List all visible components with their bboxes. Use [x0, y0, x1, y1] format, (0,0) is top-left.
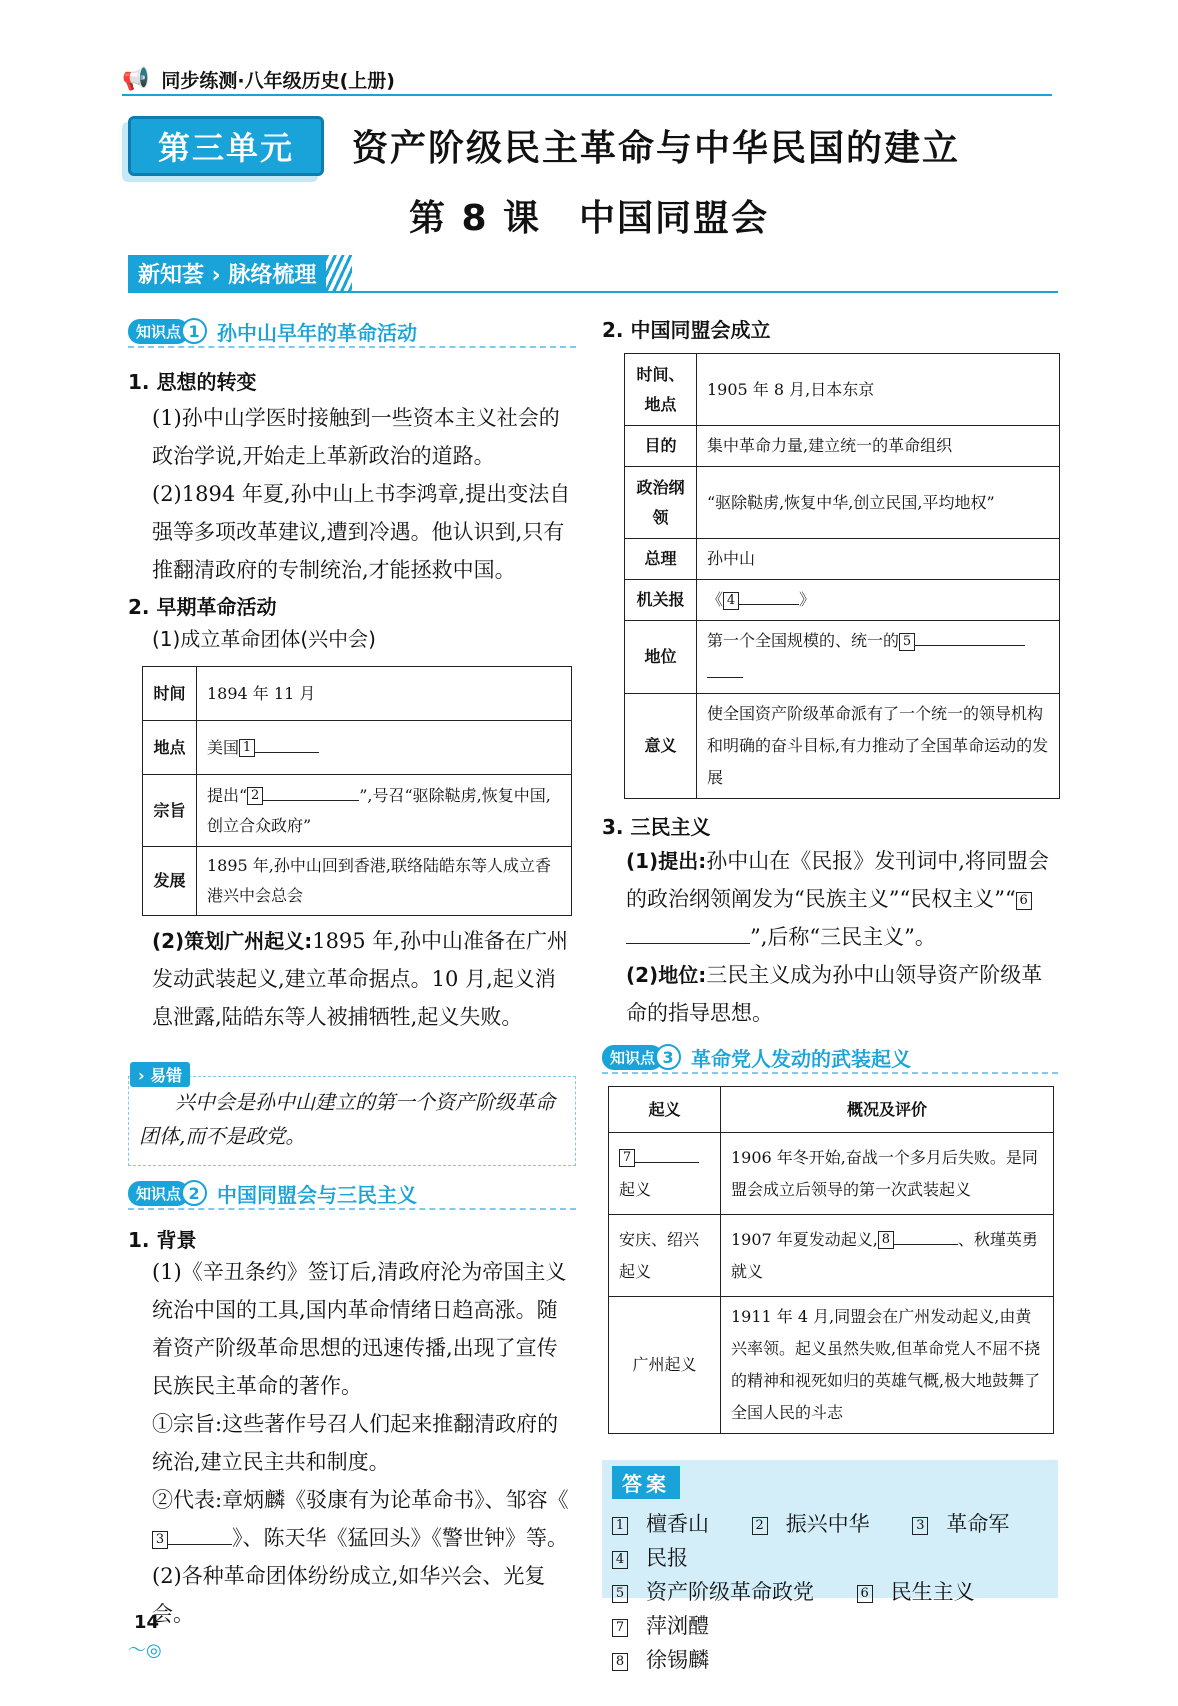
answers-tag: 答案: [612, 1466, 680, 1499]
table-row: [625, 621, 1060, 694]
cell-value: 1905 年 8 月,日本东京: [697, 354, 1060, 426]
cell-text: 《: [707, 590, 724, 609]
note-box: [128, 1076, 576, 1166]
answer-number: 4: [612, 1551, 628, 1569]
kp2-heading: [128, 1178, 576, 1210]
cell-text: 第一个全国规模的、统一的: [707, 631, 900, 650]
kp3-title: 革命党人发动的武装起义: [691, 1046, 912, 1071]
blank-number: 2: [247, 787, 263, 805]
blank-number: 6: [1016, 892, 1032, 910]
cell-value: [197, 721, 572, 775]
tongmenghui-table: [624, 353, 1060, 799]
cell-text: 提出“: [207, 785, 248, 805]
cell-value: [197, 775, 572, 847]
blank-number: 4: [723, 592, 739, 610]
right-column: [602, 314, 1058, 1434]
table-row: [609, 1133, 1054, 1215]
kp1-h1: 1. 思想的转变: [128, 370, 257, 394]
answer-item: [912, 1512, 1027, 1536]
table-row: [625, 539, 1060, 580]
cell-key: 政治纲领: [625, 467, 697, 539]
blank-line: [635, 1143, 699, 1163]
cell-value: 1906 年冬开始,奋战一个多月后失败。是同盟会成立后领导的第一次武装起义: [721, 1133, 1054, 1215]
table-row: [625, 580, 1060, 621]
answer-item: [612, 1512, 727, 1536]
blank-number: 8: [878, 1231, 894, 1249]
kp1-p1: (1)孙中山学医时接触到一些资本主义社会的政治学说,开始走上革新政治的道路。: [152, 406, 560, 468]
answer-text: 革命军: [946, 1512, 1010, 1536]
cell-value: [697, 580, 1060, 621]
table-row: [143, 721, 572, 775]
answer-item: [612, 1580, 832, 1604]
blank-number: 1: [239, 739, 255, 757]
cell-key: 地点: [143, 721, 197, 775]
blank-line: [255, 733, 319, 753]
answer-item: [857, 1580, 993, 1604]
cell-value: “驱除鞑虏,恢复中华,创立民国,平均地权”: [697, 467, 1060, 539]
kp2-p5: [602, 842, 1058, 956]
p5-text: ”,后称“三民主义”。: [750, 925, 936, 949]
note-tag: › 易错: [130, 1062, 190, 1087]
kp1-h2: 2. 早期革命活动: [128, 595, 277, 619]
blank-number: 5: [899, 633, 915, 651]
running-header: [122, 64, 395, 94]
answers-box: [602, 1460, 1058, 1672]
cell-value: 使全国资产阶级革命派有了一个统一的领导机构和明确的奋斗目标,有力推动了全国革命运动的发展: [697, 694, 1060, 799]
blank-line: [915, 626, 1025, 646]
answer-item: [612, 1648, 727, 1672]
kp3-heading: [602, 1042, 1058, 1074]
table-row: [143, 775, 572, 847]
cell-key: 目的: [625, 426, 697, 467]
p3-text: 》、陈天华《猛回头》《警世钟》等。: [232, 1526, 568, 1550]
kp2-h2: 2. 中国同盟会成立: [602, 318, 771, 342]
table-row: [609, 1297, 1054, 1434]
cell-key: 机关报: [625, 580, 697, 621]
section-banner: [128, 254, 352, 292]
answer-text: 檀香山: [646, 1512, 709, 1536]
cell-value: 1894 年 11 月: [197, 667, 572, 721]
page-number: 14: [134, 1612, 160, 1633]
answers-row-2: [612, 1575, 1048, 1643]
cell-text: 美国: [207, 737, 240, 757]
answer-number: 6: [857, 1585, 873, 1603]
sub2-text: 1895 年,孙中山准备在广州发动武装起义,建立革命据点。10 月,起义消息泄露,陆皓东等人被捕牺牲,起义失败。: [152, 929, 568, 1029]
kp2-p2: ①宗旨:这些著作号召人们起来推翻清政府的统治,建立民主共和制度。: [152, 1412, 559, 1474]
cell-text: 》: [799, 590, 816, 609]
kp2-tag: 知识点: [128, 1181, 189, 1206]
cell-value: 集中革命力量,建立统一的革命组织: [697, 426, 1060, 467]
cell-value: [697, 621, 1060, 694]
wave-decoration-icon: 〜◎: [128, 1640, 162, 1661]
sub2-label: (2)策划广州起义:: [152, 929, 313, 953]
blank-line: [707, 658, 743, 678]
p6-label: (2)地位:: [626, 963, 707, 987]
table-row: [143, 847, 572, 916]
answer-number: 7: [612, 1619, 628, 1637]
book-title: 同步练测·八年级历史(上册): [161, 69, 395, 92]
answer-item: [612, 1546, 706, 1570]
xingzhonghui-table: [142, 666, 572, 916]
uprisings-table: [608, 1086, 1054, 1434]
answer-item: [612, 1614, 727, 1638]
blank-line: [739, 585, 799, 605]
blank-line: [626, 924, 750, 944]
kp1-p2: (2)1894 年夏,孙中山上书李鸿章,提出变法自强等多项改革建议,遭到冷遇。他认识到,只有推翻清政府的专制统治,才能拯救中国。: [152, 482, 571, 582]
megaphone-icon: 📢: [122, 66, 150, 92]
cell-value: 1895 年,孙中山回到香港,联络陆皓东等人成立香港兴中会总会: [197, 847, 572, 916]
cell-key: 总理: [625, 539, 697, 580]
lesson-title: 第 8 课 中国同盟会: [408, 198, 770, 239]
blank-line: [168, 1525, 232, 1545]
header-divider: [122, 94, 1052, 96]
cell-value: 1911 年 4 月,同盟会在广州发动起义,由黄兴率领。起义虽然失败,但革命党人不屈不挠的精神和视死如归的英雄气概,极大地鼓舞了全国人民的斗志: [721, 1297, 1054, 1434]
table-row: [625, 426, 1060, 467]
cell-key: [609, 1133, 721, 1215]
cell-key: 意义: [625, 694, 697, 799]
blank-number: 3: [152, 1531, 168, 1549]
left-column-2: [128, 1178, 576, 1633]
stripes-decoration: [326, 255, 352, 291]
cell-text: 起义: [619, 1179, 652, 1199]
answer-number: 8: [612, 1653, 628, 1671]
answer-text: 萍浏醴: [646, 1614, 709, 1638]
kp2-h1: 1. 背景: [128, 1228, 197, 1252]
cell-value: 孙中山: [697, 539, 1060, 580]
kp2-p6: [602, 956, 1058, 1032]
kp1-heading: [128, 316, 576, 348]
answer-text: 民生主义: [890, 1580, 975, 1604]
answer-number: 2: [752, 1517, 768, 1535]
cell-text: ”,号召“驱除鞑虏,恢复中国,创立合众政府”: [207, 785, 551, 835]
kp1-tag: 知识点: [128, 319, 189, 344]
answer-number: 5: [612, 1585, 628, 1603]
kp2-p3: [128, 1481, 576, 1557]
p6-text: 三民主义成为孙中山领导资产阶级革命的指导思想。: [626, 963, 1043, 1025]
answers-row-1: [612, 1507, 1048, 1575]
kp1-sub1: (1)成立革命团体(兴中会): [152, 627, 376, 651]
cell-value: [721, 1215, 1054, 1297]
header-cell: 起义: [609, 1087, 721, 1133]
unit-title: 资产阶级民主革命与中华民国的建立: [352, 128, 961, 169]
cell-key: 发展: [143, 847, 197, 916]
cell-key: 安庆、绍兴起义: [609, 1215, 721, 1297]
answer-text: 民报: [646, 1546, 688, 1570]
kp2-p4: (2)各种革命团体纷纷成立,如华兴会、光复会。: [152, 1564, 546, 1626]
section-label: 新知荟 › 脉络梳理: [128, 255, 326, 291]
answers-row-3: [612, 1643, 1048, 1677]
answer-text: 徐锡麟: [646, 1648, 709, 1672]
table-row: [143, 667, 572, 721]
left-column: [128, 316, 576, 1036]
p5-text: 孙中山在《民报》发刊词中,将同盟会的政治纲领阐发为“民族主义”“民权主义”“: [626, 849, 1049, 911]
blank-line: [263, 781, 359, 801]
blank-number: 7: [619, 1149, 635, 1167]
table-row: [625, 467, 1060, 539]
kp2-num: 2: [181, 1180, 207, 1206]
answer-text: 振兴中华: [785, 1512, 870, 1536]
p5-label: (1)提出:: [626, 849, 707, 873]
answer-number: 1: [612, 1517, 628, 1535]
blank-line: [894, 1225, 958, 1245]
answer-item: [752, 1512, 888, 1536]
cell-key: 时间: [143, 667, 197, 721]
kp2-h3: 3. 三民主义: [602, 815, 711, 839]
answer-text: 资产阶级革命政党: [646, 1580, 814, 1604]
table-row: [609, 1215, 1054, 1297]
answer-number: 3: [912, 1517, 928, 1535]
cell-key: 广州起义: [609, 1297, 721, 1434]
kp1-sub2: [128, 922, 576, 1036]
cell-key: 时间、地点: [625, 354, 697, 426]
kp1-num: 1: [181, 318, 207, 344]
kp1-title: 孙中山早年的革命活动: [217, 320, 418, 345]
table-row: [625, 694, 1060, 799]
note-text: 兴中会是孙中山建立的第一个资产阶级革命团体,而不是政党。: [139, 1090, 555, 1148]
section-divider: [128, 291, 1058, 293]
p3-text: ②代表:章炳麟《驳康有为论革命书》、邹容《: [152, 1488, 569, 1512]
cell-text: 1907 年夏发动起义,: [731, 1229, 878, 1249]
kp3-tag: 知识点: [602, 1045, 663, 1070]
note-tag-label: 易错: [150, 1066, 183, 1085]
table-row: [625, 354, 1060, 426]
kp2-title: 中国同盟会与三民主义: [217, 1182, 418, 1207]
cell-key: 宗旨: [143, 775, 197, 847]
unit-badge: 第三单元: [128, 116, 324, 176]
cell-key: 地位: [625, 621, 697, 694]
kp3-num: 3: [655, 1044, 681, 1070]
cell-text: 、秋瑾英勇就义: [731, 1229, 1038, 1281]
kp2-p1: (1)《辛丑条约》签订后,清政府沦为帝国主义统治中国的工具,国内革命情绪日趋高涨。随着资产阶级革命思想的迅速传播,出现了宣传民族民主革命的著作。: [152, 1260, 567, 1398]
header-cell: 概况及评价: [721, 1087, 1054, 1133]
table-row: [609, 1087, 1054, 1133]
